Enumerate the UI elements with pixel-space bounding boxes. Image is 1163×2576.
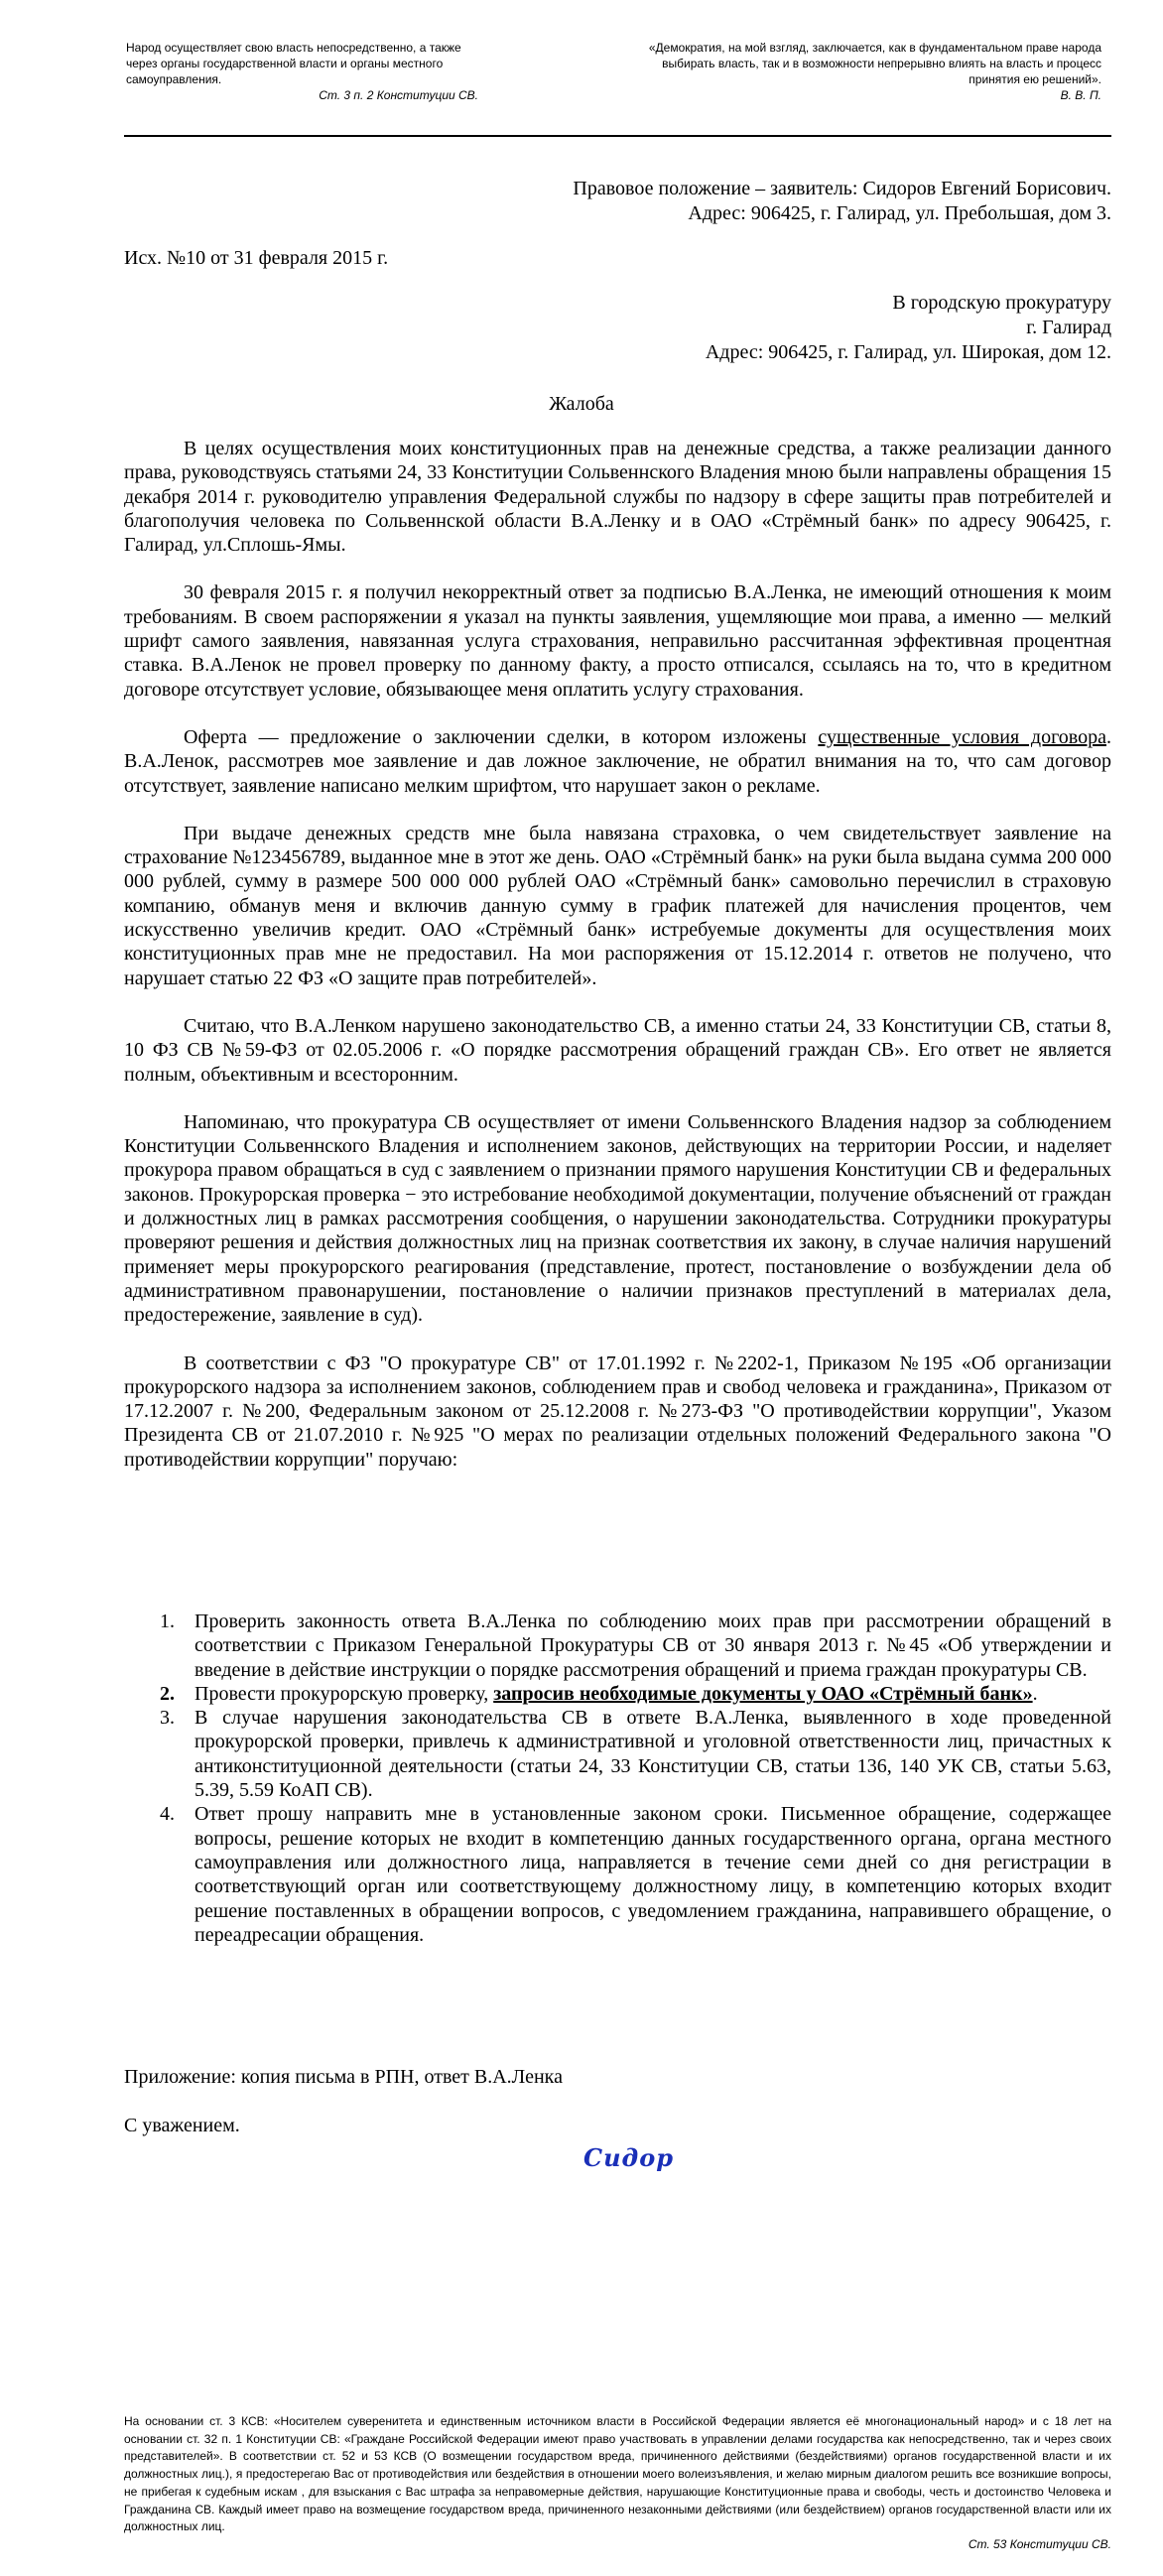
list-item-text: Провести прокурорскую проверку, [194, 1682, 494, 1705]
recipient-line-3: Адрес: 906425, г. Галирад, ул. Широкая, дом 12. [705, 341, 1111, 363]
paragraph-6: Напоминаю, что прокуратура СВ осуществляет от имени Сольвеннского Владения надзор за соблюдением Конституции Сольвеннского Владения и исполнением законов, действующих на территории России, и наделяет прокурора правом обращаться в суд с заявлением о признании прямого нарушения Конституции СВ и федеральных законов. Прокурорская проверка − это истребование необходимой документации, получение объяснений от граждан и должностных лиц в рамках рассмотрения сообщения, о нарушении законодательства. Сотрудники прокуратуры проверяют решения и действия должностных лиц на признак соответствия их закону, в случае наличия нарушений применяет меры прокурорского реагирования (представление, протест, постановление о возбуждении дела об административном правонарушении, постановление о наличии признаков преступлений в материалах дела, предостережение, заявление в суд). [124, 1110, 1111, 1327]
header-left-quote: Народ осуществляет свою власть непосредственно, а также через органы государственной власти и органы местного самоуправления. [126, 41, 461, 86]
outgoing-number: Исх. №10 от 31 февраля 2015 г. [124, 247, 389, 269]
attachment-note: Приложение: копия письма в РПН, ответ В.А.Ленка [124, 2066, 563, 2088]
header-right-source: В. В. П. [1060, 88, 1101, 102]
list-item-text: В случае нарушения законодательства СВ в ответе В.А.Ленка, выявленного в ходе проведенной прокурорской проверки, привлечь к административной и уголовной ответственности лиц, причастных к антиконституционной деятельности (статьи 24, 33 Конституции СВ, статьи 136, 140 УК СВ, статьи 5.63, 5.39, 5.59 КоАП СВ). [194, 1707, 1111, 1802]
list-number: 4. [160, 1803, 175, 1826]
paragraph-7: В соответствии с ФЗ "О прокуратуре СВ" от 17.01.1992 г. №2202-1, Приказом №195 «Об организации прокурорского надзора за исполнением законов, соблюдением прав и свобод человека и гражданина», Приказом от 17.12.2007 г. №200, Федеральным законом от 25.12.2008 г. №273-ФЗ "О противодействии коррупции", Указом Президента СВ от 21.07.2010 г. №925 "О мерах по реализации отдельных положений Федерального закона "О противодействии коррупции" поручаю: [124, 1352, 1111, 1471]
header-right-quote: «Демократия, на мой взгляд, заключается, как в фундаментальном праве народа выбирать власть, так и в возможности непрерывно влиять на власть и процесс принятия ею решений». [648, 41, 1101, 86]
paragraph-3-part-b: . В.А.Ленок, рассмотрев мое заявление и дав ложное заключение, не обратил внимания на то, что сам договор отсутствует, заявление написано мелким шрифтом, что нарушает закон о рекламе. [124, 725, 1111, 797]
list-item [124, 1802, 1111, 1947]
list-number: 1. [160, 1610, 175, 1632]
header-right-epigraph [635, 40, 1101, 103]
paragraph-3-part-a: Оферта — предложение о заключении сделки, в котором изложены [184, 725, 819, 748]
handwritten-signature: Сидор [583, 2143, 675, 2172]
paragraph-2: 30 февраля 2015 г. я получил некорректный ответ за подписью В.А.Ленка, не имеющий отношения к моим требованиям. В своем распоряжении я указал на пункты заявления, ущемляющие мои права, а именно — мелкий шрифт самого заявления, навязанная услуга страхования, неправильно рассчитанная эффективная процентная ставка. В.А.Ленок не провел проверку по данному факту, а просто отписался, ссылаясь на то, что в кредитном договоре отсутствует условие, обязывающее меня оплатить услугу страхования. [124, 581, 1111, 701]
complaint-body [124, 437, 1111, 1495]
paragraph-5: Считаю, что В.А.Ленком нарушено законодательство СВ, а именно статьи 24, 33 Конституции СВ, статьи 8, 10 ФЗ СВ №59-ФЗ от 02.05.2006 г. «О порядке рассмотрения обращений граждан СВ». Его ответ не является полным, объективным и всесторонним. [124, 1014, 1111, 1086]
list-number: 3. [160, 1707, 175, 1730]
list-item [124, 1706, 1111, 1802]
recipient-line-1: В городскую прокуратуру [892, 292, 1111, 314]
list-item-text: Ответ прошу направить мне в установленные законом сроки. Письменное обращение, содержащее вопросы, решение которых не входит в компетенцию данных государственного органа, органа местного самоуправления или должностного лица, направляется в течение семи дней со дня регистрации в соответствующий орган или соответствующему должностному лицу, в компетенцию которых входит решение поставленных в обращении вопросов, с уведомлением гражданина, направившего обращение, о переадресации обращения. [194, 1803, 1111, 1946]
list-item-emphasis: запросив необходимые документы у ОАО «Стрёмный банк» [493, 1682, 1033, 1705]
paragraph-1: В целях осуществления моих конституционных прав на денежные средства, а также реализации данного права, руководствуясь статьями 24, 33 Конституции Сольвеннского Владения мною были направлены обращения 15 декабря 2014 г. руководителю управления Федеральной службы по надзору в сфере защиты прав потребителей и благополучия человека по Сольвеннской области В.А.Ленку и в ОАО «Стрёмный банк» по адресу 906425, г. Галирад, ул.Сплошь-Ямы. [124, 438, 1111, 557]
header-divider [124, 135, 1111, 137]
closing-phrase: С уважением. [124, 2115, 240, 2136]
list-item [124, 1610, 1111, 1682]
list-item-text-end: . [1032, 1682, 1038, 1705]
paragraph-3 [124, 725, 1111, 798]
footer-text: На основании ст. 3 КСВ: «Носителем суверенитета и единственным источником власти в Российской Федерации является её многонациональный народ» и с 18 лет на основании ст. 32 п. 1 Конституции СВ: «Граждане Российской Федерации имеют право участвовать в управлении делами государства как непосредственно, так и через своих представителей». В соответствии ст. 52 и 53 КСВ (О возмещении государством вреда, причиненного действиями (бездействиями) органов государственной власти и их должностных лиц.), я предостерегаю Вас от противодействия или бездействия в отношении моего волеизъявления, и желаю мирным диалогом решить все возникшие вопросы, не прибегая к судебным искам , для взыскания с Вас штрафа за неправомерные действия, нарушающие Конституционные права и свободы, честь и достоинство Человека и Гражданина СВ. Каждый имеет право на возмещение государством вреда, причиненного незаконными действиями (или бездействием) органов государственной власти или их должностных лиц. [124, 2414, 1111, 2534]
instructions-list [124, 1610, 1111, 1947]
paragraph-4: При выдаче денежных средств мне была навязана страховка, о чем свидетельствует заявление на страхование №123456789, выданное мне в этот же день. ОАО «Стрёмный банк» на руки была выдана сумма 200 000 000 рублей, сумму в размере 500 000 000 рублей ОАО «Стрёмный банк» самовольно перечислил в страховую компанию, обманув меня и включив данную сумму в график платежей для начисления процентов, чем искусственно увеличив кредит. ОАО «Стрёмный банк» истребуемые документы для осуществления моих конституционных прав мне не предоставил. На мои распоряжения от 15.12.2014 г. ответов не получено, что нарушает статью 22 ФЗ «О защите прав потребителей». [124, 822, 1111, 989]
list-item-text: Проверить законность ответа В.А.Ленка по соблюдению моих прав при рассмотрении обращений в соответствии с Приказом Генеральной Прокуратуры СВ от 30 января 2013 г. №45 «Об утверждении и введение в действие инструкции о порядке рассмотрения обращений и приема граждан прокуратуры СВ. [194, 1610, 1111, 1681]
sender-line-1: Правовое положение – заявитель: Сидоров Евгений Борисович. [573, 178, 1111, 199]
header-left-epigraph [126, 40, 478, 103]
sender-line-2: Адрес: 906425, г. Галирад, ул. Пребольшая, дом 3. [688, 202, 1111, 224]
footer-source: Ст. 53 Конституции СВ. [968, 2536, 1111, 2551]
recipient-line-2: г. Галирад [1026, 317, 1111, 338]
footer-legal-note [124, 2413, 1111, 2554]
list-item [124, 1682, 1111, 1706]
list-number: 2. [160, 1682, 175, 1705]
document-title: Жалоба [549, 393, 614, 415]
offer-terms-link[interactable]: существенные условия договора [818, 725, 1106, 748]
header-left-source: Ст. 3 п. 2 Конституции СВ. [319, 88, 478, 102]
